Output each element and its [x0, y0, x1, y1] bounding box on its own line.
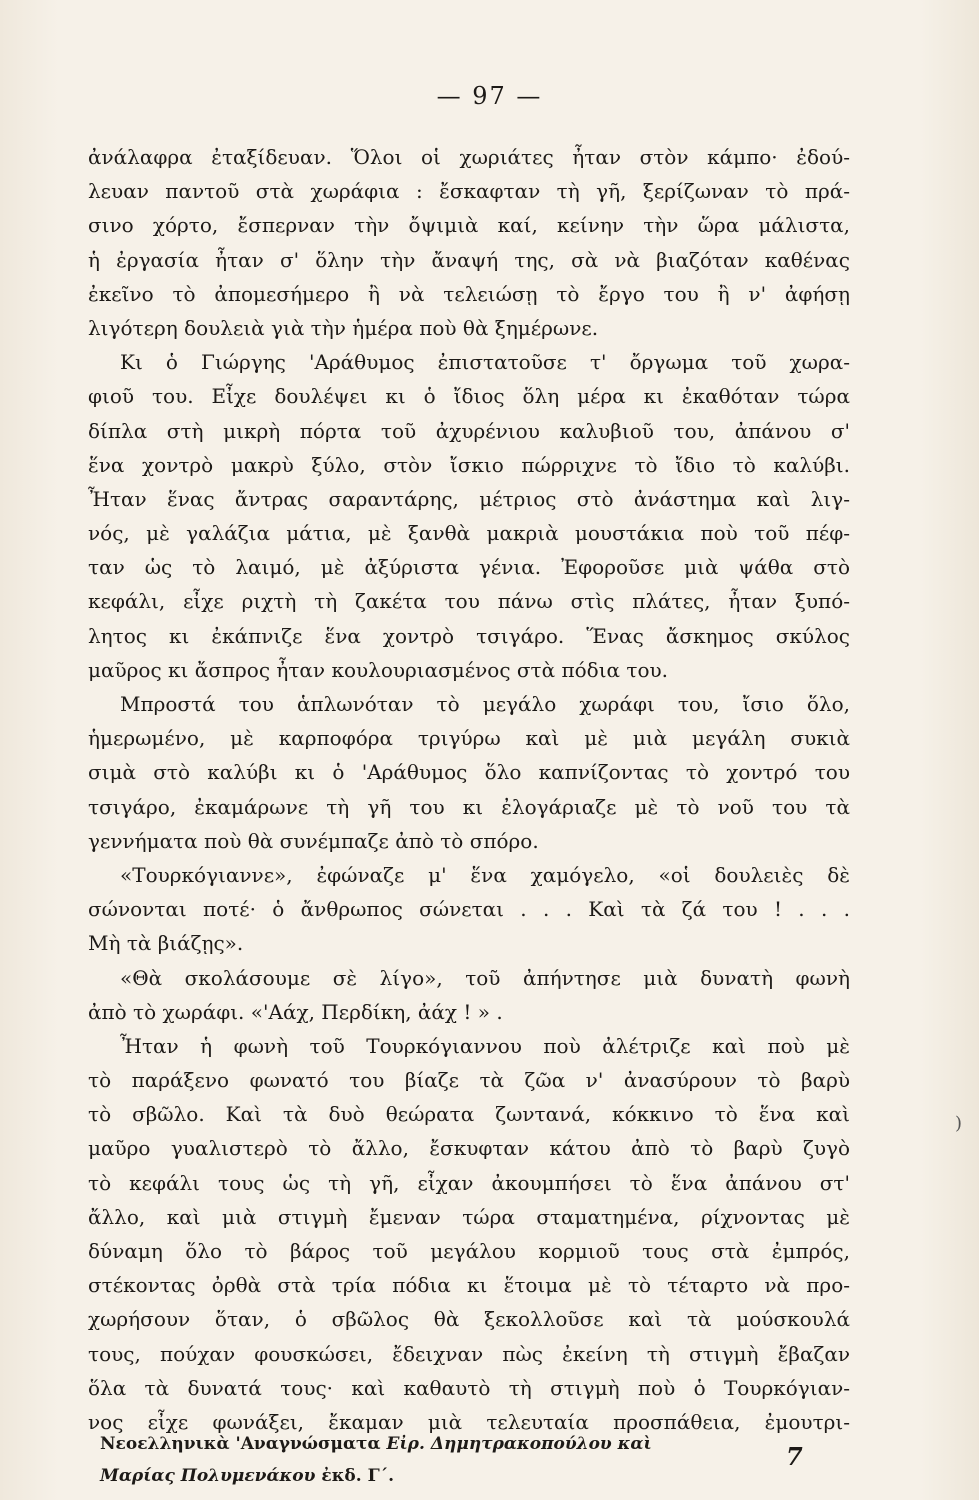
margin-mark: ): [955, 1113, 963, 1134]
text-line: λητος κι ἐκάπνιζε ἕνα χοντρὸ τσιγάρο. Ἕνας ἄσκημος σκύλος: [88, 623, 850, 648]
text-line: δύναμη ὅλο τὸ βάρος τοῦ μεγάλου κορμιοῦ τους στὰ ἐμπρός,: [88, 1239, 850, 1263]
text-line: ἄλλο, καὶ μιὰ στιγμὴ ἔμεναν τώρα σταματημένα, ρίχνοντας μὲ: [88, 1204, 850, 1229]
text-line: τὸ σβῶλο. Καὶ τὰ δυὸ θεώρατα ζωντανά, κόκκινο τὸ ἕνα καὶ: [88, 1102, 850, 1127]
text-line: τὸ κεφάλι τους ὡς τὴ γῆ, εἶχαν ἀκουμπήσει τὸ ἕνα ἀπάνου στ': [88, 1170, 850, 1195]
text-line: σώνονται ποτέ· ὁ ἄνθρωπος σώνεται . . . Καὶ τὰ ζά του ! . . .: [88, 897, 850, 922]
text-line: ἡ ἐργασία ἦταν σ' ὅλην τὴν ἄναψή της, σὰ νὰ βιαζόταν καθένας: [88, 247, 850, 272]
text-line: σιμὰ στὸ καλύβι κι ὁ 'Αράθυμος ὅλο καπνίζοντας τὸ χοντρό του: [88, 760, 850, 785]
footer-book-title: Νεοελληνικὰ 'Αναγνώσματα: [100, 1434, 387, 1454]
text-line: σινο χόρτο, ἔσπερναν τὴν ὄψιμιὰ καί, κείνην τὴν ὥρα μάλιστα,: [88, 213, 850, 238]
text-line: λιγότερη δουλειὰ γιὰ τὴν ἡμέρα ποὺ θὰ ξημέρωνε.: [88, 315, 599, 340]
text-line: λευαν παντοῦ στὰ χωράφια : ἔσκαφταν τὴ γῆ, ξερίζωναν τὸ πρά-: [88, 179, 850, 204]
text-line: ἀπὸ τὸ χωράφι. «'Αάχ, Περδίκη, ἀάχ ! » .: [88, 999, 503, 1024]
footer-source: [100, 1428, 850, 1492]
text-line: δίπλα στὴ μικρὴ πόρτα τοῦ ἀχυρένιου καλυβιοῦ του, ἀπάνου σ': [88, 418, 850, 443]
text-line: «Τουρκόγιαννε», ἐφώναζε μ' ἕνα χαμόγελο, «οἱ δουλειὲς δὲ: [120, 862, 850, 887]
text-line: Ἦταν ἕνας ἄντρας σαραντάρης, μέτριος στὸ ἀνάστημα καὶ λιγ-: [88, 486, 850, 511]
footer-edition: ἐκδ. Γ΄.: [315, 1466, 395, 1486]
signature-mark: 7: [786, 1442, 803, 1471]
footer-line-1: [100, 1428, 850, 1460]
text-line: γεννήματα ποὺ θὰ συνέμπαζε ἀπὸ τὸ σπόρο.: [88, 828, 539, 853]
footer-author-2: Μαρίας Πολυμενάκου: [100, 1466, 316, 1486]
text-line: τους, πούχαν φουσκώσει, ἔδειχναν πὼς ἐκείνη τὴ στιγμὴ ἔβαζαν: [88, 1341, 850, 1366]
text-line: μαῦρος κι ἄσπρος ἦταν κουλουριασμένος στὰ πόδια του.: [88, 657, 669, 682]
text-line: νος εἶχε φωνάξει, ἔκαμαν μιὰ τελευταία προσπάθεια, ἐμουτρι-: [88, 1409, 850, 1434]
text-line: ταν ὡς τὸ λαιμό, μὲ ἀξύριστα γένια. Ἐφοροῦσε μιὰ ψάθα στὸ: [88, 555, 850, 580]
text-line: κεφάλι, εἶχε ριχτὴ τὴ ζακέτα του πάνω στὶς πλάτες, ἦταν ξυπό-: [88, 589, 850, 614]
text-line: ἕνα χοντρὸ μακρὺ ξύλο, στὸν ἴσκιο πώρριχνε τὸ ἴδιο τὸ καλύβι.: [88, 452, 850, 477]
text-line: φιοῦ του. Εἶχε δουλέψει κι ὁ ἴδιος ὅλη μέρα κι ἐκαθόταν τώρα: [88, 384, 850, 409]
text-line: τὸ παράξενο φωνατό του βίαζε τὰ ζῶα ν' ἀνασύρουν τὸ βαρὺ: [88, 1068, 850, 1093]
text-line: τσιγάρο, ἐκαμάρωνε τὴ γῆ του κι ἐλογάριαζε μὲ τὸ νοῦ του τὰ: [88, 794, 850, 819]
text-line: Κι ὁ Γιώργης 'Αράθυμος ἐπιστατοῦσε τ' ὄργωμα τοῦ χωρα-: [120, 350, 850, 375]
body-text: [88, 140, 850, 1439]
text-line: «Θὰ σκολάσουμε σὲ λίγο», τοῦ ἀπήντησε μιὰ δυνατὴ φωνὴ: [120, 965, 850, 990]
text-line: νός, μὲ γαλάζια μάτια, μὲ ξανθὰ μακριὰ μουστάκια ποὺ τοῦ πέφ-: [88, 521, 850, 546]
footer-author-1: Εἰρ. Δημητρακοπούλου καὶ: [386, 1434, 652, 1454]
text-line: ἀνάλαφρα ἐταξίδευαν. Ὅλοι οἱ χωριάτες ἦταν στὸν κάμπο· ἐδού-: [88, 145, 850, 169]
page-number: — 97 —: [436, 82, 543, 110]
text-line: χωρήσουν ὅταν, ὁ σβῶλος θὰ ξεκολλοῦσε καὶ τὰ μούσκουλά: [88, 1307, 850, 1332]
footer-line-2: [100, 1460, 850, 1492]
text-line: Μπροστά του ἁπλωνόταν τὸ μεγάλο χωράφι του, ἴσιο ὅλο,: [120, 692, 850, 716]
text-line: Μὴ τὰ βιάζῃς».: [88, 931, 244, 956]
text-line: ἡμερωμένο, μὲ καρποφόρα τριγύρω καὶ μὲ μιὰ μεγάλη συκιὰ: [88, 726, 850, 751]
text-line: Ἦταν ἡ φωνὴ τοῦ Τουρκόγιαννου ποὺ ἀλέτριζε καὶ ποὺ μὲ: [120, 1033, 850, 1058]
text-line: ἐκεῖνο τὸ ἀπομεσήμερο ἢ νὰ τελειώσῃ τὸ ἔργο του ἢ ν' ἀφήσῃ: [88, 281, 850, 306]
text-line: ὅλα τὰ δυνατά τους· καὶ καθαυτὸ τὴ στιγμὴ ποὺ ὁ Τουρκόγιαν-: [88, 1375, 850, 1400]
text-line: μαῦρο γυαλιστερὸ τὸ ἄλλο, ἔσκυφταν κάτου ἀπὸ τὸ βαρὺ ζυγὸ: [88, 1136, 850, 1161]
text-line: στέκοντας ὀρθὰ στὰ τρία πόδια κι ἕτοιμα μὲ τὸ τέταρτο νὰ προ-: [88, 1273, 850, 1298]
